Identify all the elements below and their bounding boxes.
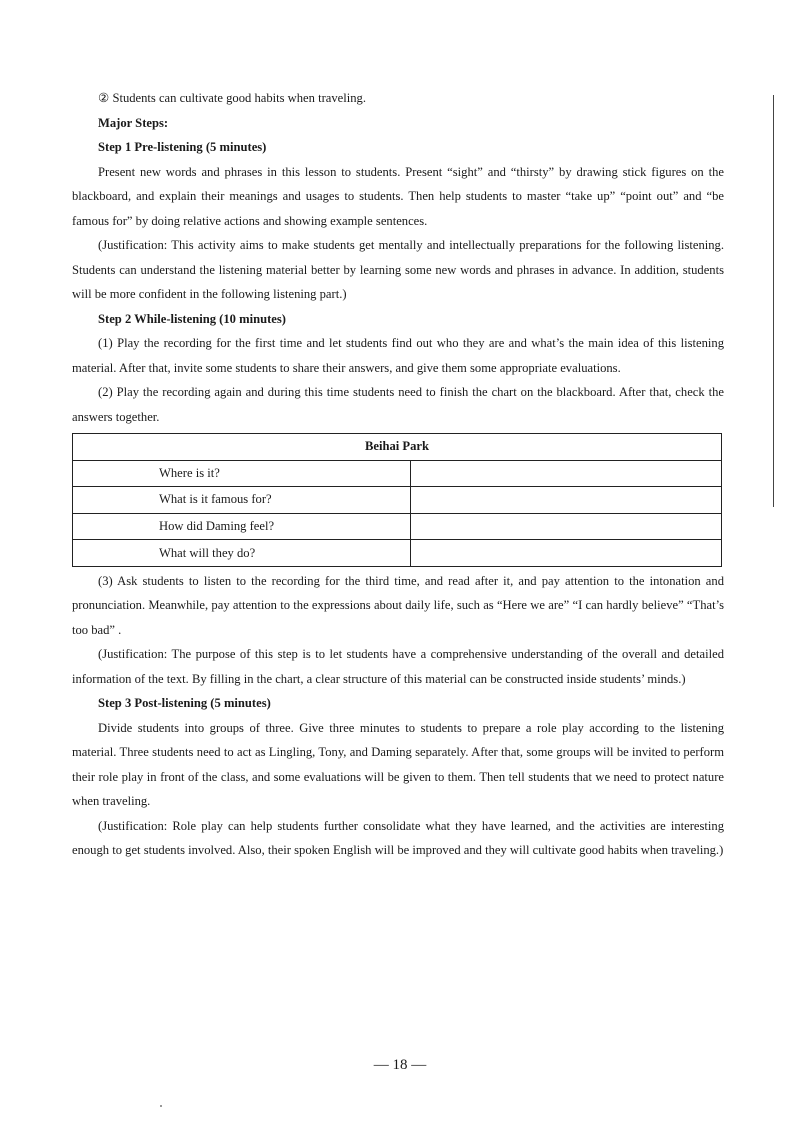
chart-container [72,433,724,567]
major-steps-heading: Major Steps: [98,115,169,130]
step3-heading: Step 3 Post-listening (5 minutes) [98,696,271,711]
table-row [73,460,722,487]
step2-item3: (3) Ask students to listen to the recording for the third time, and read after it, and pay attention to the intonation and pronunciation. Meanwhile, pay attention to the expressions about daily life, such as “Here we are” “I can hardly believe” “That’s too bad” . [72,573,724,637]
objective-item: ② Students can cultivate good habits when traveling. [98,91,367,105]
step1-heading: Step 1 Pre-listening (5 minutes) [98,140,267,154]
step3-justification: (Justification: Role play can help students further consolidate what they have learned, and the activities are interesting enough to get students involved. Also, their spoken English will be improved and they will cultivate good habits when traveling.) [72,818,724,858]
step3-text: Divide students into groups of three. Give three minutes to students to prepare a role play according to the listening material. Three students need to act as Lingling, Tony, and Daming separately. After that, some groups will be invited to perform their role play in front of the class, and some evaluations will be given to them. Then tell students that we need to protect nature when traveling. [72,720,724,809]
table-row [73,487,722,514]
step2-item1: (1) Play the recording for the first time and let students find out who they are and what’s the main idea of this listening material. After that, invite some students to share their answers, and give them some appropriate evaluations. [72,336,724,375]
table-row [73,513,722,540]
step2-heading: Step 2 While-listening (10 minutes) [98,311,286,326]
page-number: — 18 — [373,1057,427,1073]
step1-text: Present new words and phrases in this lesson to students. Present “sight” and “thirsty” by drawing stick figures on the blackboard, and explain their meanings and usages to students. Then help students to master “take up” “point out” and “be famous for” by doing relative actions and showing example sentences. [72,164,724,228]
chart-answer-cell [411,487,722,514]
step2-justification: (Justification: The purpose of this step is to let students have a comprehensive understanding of the overall and detailed information of the text. By filling in the chart, a clear structure of this material can be constructed inside students’ minds.) [72,647,724,686]
chart-title-row [73,434,722,461]
chart-question: How did Daming feel? [73,513,411,540]
chart-answer-cell [411,513,722,540]
table-row [73,540,722,567]
step1-justification: (Justification: This activity aims to make students get mentally and intellectually preparations for the following listening. Students can understand the listening material better by learning some new words and phrases in advance. In addition, students will be more confident in the following listening part.) [72,238,724,301]
page-content [72,86,724,863]
beihai-park-chart [72,433,722,567]
chart-answer-cell [411,460,722,487]
chart-question: Where is it? [73,460,411,487]
scan-speck [160,1105,162,1107]
chart-question: What will they do? [73,540,411,567]
margin-binding-line [773,95,774,507]
chart-answer-cell [411,540,722,567]
step2-item2: (2) Play the recording again and during this time students need to finish the chart on the blackboard. After that, check the answers together. [72,385,724,424]
chart-question: What is it famous for? [73,487,411,514]
chart-title: Beihai Park [73,434,722,461]
